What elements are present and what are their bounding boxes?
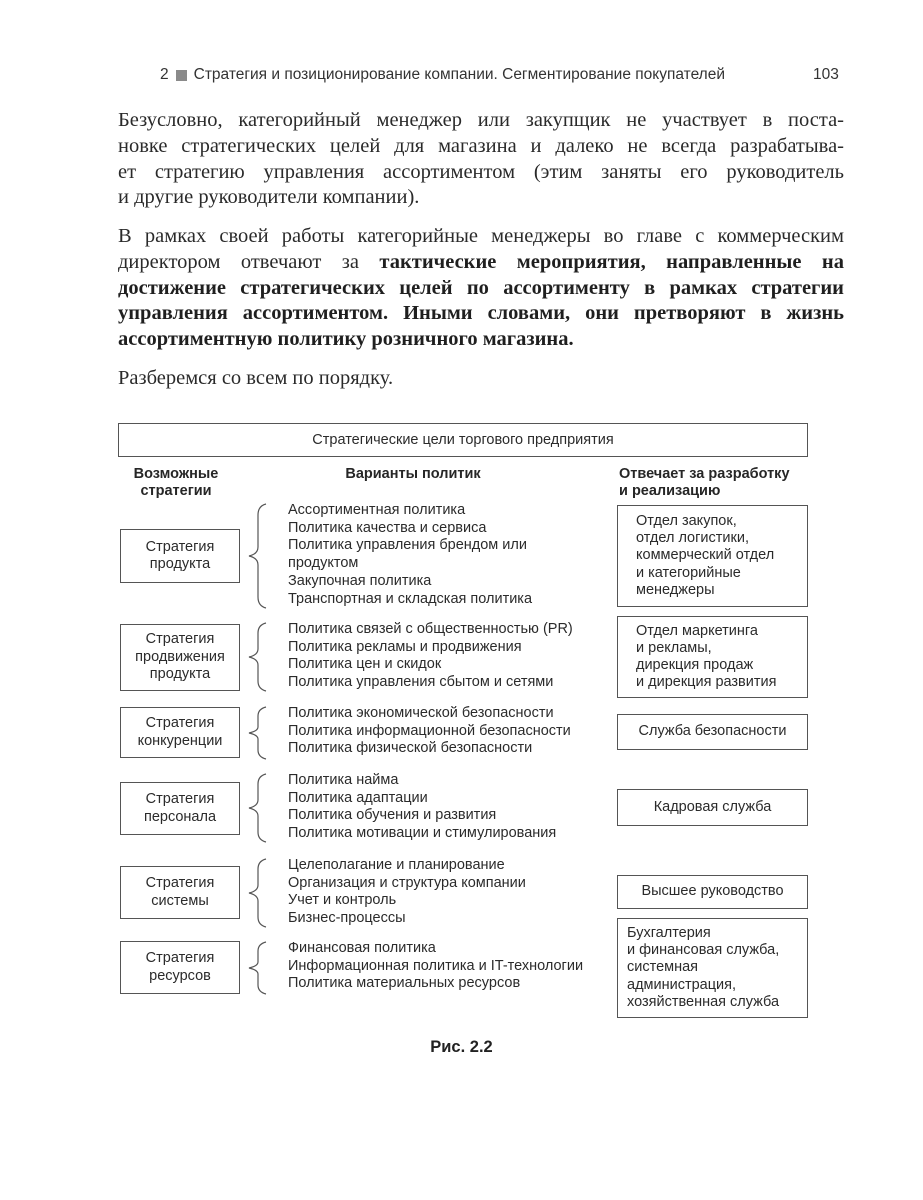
header-line: и реализацию (619, 483, 721, 499)
strategy-box-system (120, 866, 240, 919)
text-line: новке стратегических целей для магазина и далеко не всегда разрабатыва- (118, 134, 844, 157)
strategy-line: Стратегия (145, 791, 215, 807)
curly-brace-icon (246, 773, 268, 843)
responsible-line: Отдел закупок, (636, 512, 737, 529)
header-strategies (126, 466, 226, 500)
strategy-line: Стратегия (145, 715, 215, 731)
responsible-line: дирекция продаж (636, 657, 754, 673)
responsible-line: системная (627, 959, 699, 976)
responsible-line: Бухгалтерия (627, 924, 711, 941)
policy-item: Политика найма (288, 772, 399, 788)
strategy-line: Стратегия (145, 631, 215, 648)
strategy-box-resources (120, 941, 240, 994)
policy-item: Политика управления сбытом и сетями (288, 674, 554, 691)
policy-item: Целеполагание и планирование (288, 857, 505, 873)
strategy-line: персонала (143, 808, 217, 825)
text-bold: управления ассортиментом. Иными словами, они претворяют в жизнь (118, 302, 844, 325)
policy-item: Политика адаптации (288, 789, 428, 806)
responsible-box-security (617, 714, 808, 750)
policy-item: Политика рекламы и продвижения (288, 638, 522, 655)
header-responsible (619, 466, 790, 500)
responsible-line: коммерческий отдел (636, 547, 775, 564)
paragraph-2 (118, 224, 844, 353)
responsible-line: менеджеры (636, 581, 715, 598)
text-line: и другие руководители компании). (118, 186, 420, 209)
responsible-line: Кадровая служба (653, 798, 772, 815)
chapter-title: Стратегия и позиционирование компании. Сегментирование покупателей (193, 66, 725, 83)
text-line: В рамках своей работы категорийные менеджеры во главе с коммерческим (118, 225, 844, 247)
strategy-line: Стратегия (145, 538, 215, 555)
strategy-line: Стратегия (145, 875, 215, 891)
responsible-line: Служба безопасности (638, 723, 787, 740)
policy-item: Ассортиментная политика (288, 502, 466, 518)
strategy-line: ресурсов (149, 967, 211, 984)
policy-item: Учет и контроль (288, 892, 397, 909)
curly-brace-icon (246, 622, 268, 692)
curly-brace-icon (246, 503, 268, 609)
policy-item: Политика материальных ресурсов (288, 975, 521, 992)
strategy-line: продукта (149, 556, 211, 572)
strategy-line: конкуренции (137, 732, 223, 749)
strategic-goals-box (118, 423, 808, 457)
curly-brace-icon (246, 858, 268, 928)
paragraph-3 (118, 366, 844, 392)
text-line (118, 276, 844, 302)
policy-item: продуктом (288, 555, 359, 572)
page-number: 103 (813, 66, 839, 83)
strategy-box-competition (120, 707, 240, 758)
policy-list-product (288, 502, 532, 608)
responsible-box-hr (617, 789, 808, 826)
curly-brace-icon (246, 941, 268, 995)
policy-item: Политика связей с общественностью (PR) (288, 621, 573, 637)
responsible-line: хозяйственная служба (627, 993, 780, 1010)
text-line (118, 301, 844, 327)
policy-item: Транспортная и складская политика (288, 590, 533, 607)
policy-item: Политика управления брендом или (288, 537, 527, 554)
policy-list-promotion (288, 621, 573, 692)
policy-item: Финансовая политика (288, 940, 436, 956)
policy-list-system (288, 857, 526, 928)
curly-brace-icon (246, 706, 268, 760)
policy-item: Политика цен и скидок (288, 656, 442, 673)
strategy-box-personnel (120, 782, 240, 835)
responsible-line: Высшее руководство (641, 883, 784, 900)
policy-item: Политика качества и сервиса (288, 519, 487, 536)
policy-item: Политика информационной безопасности (288, 722, 571, 739)
header-policies: Варианты политик (345, 466, 481, 482)
strategy-line: Стратегия (145, 950, 215, 966)
text-line: ет стратегию управления ассортиментом (этим заняты его руководитель (118, 160, 844, 183)
responsible-line: и финансовая служба, (627, 942, 780, 959)
text-line: Безусловно, категорийный менеджер или закупщик не участвует в поста- (118, 109, 844, 131)
text-bold: достижение стратегических целей по ассортименту в рамках стратегии (118, 276, 844, 299)
strategy-line: продвижения (135, 648, 225, 665)
policy-item: Бизнес-процессы (288, 910, 406, 927)
strategy-line: продукта (149, 666, 211, 683)
text-bold: тактические мероприятия, направленные на (379, 250, 844, 273)
header-line: Отвечает за разработку (619, 466, 790, 482)
policy-item: Политика экономической безопасности (288, 705, 554, 721)
text-line: Разберемся со всем по порядку. (118, 367, 394, 389)
square-bullet-icon (176, 70, 187, 81)
responsible-box-marketing (617, 616, 808, 698)
strategy-box-promotion (120, 624, 240, 691)
responsible-line: отдел логистики, (636, 530, 749, 547)
policy-item: Политика обучения и развития (288, 807, 497, 824)
chapter-number: 2 (160, 66, 169, 83)
text-bold: ассортиментную политику розничного магазина. (118, 328, 574, 351)
responsible-line: и категорийные (636, 564, 741, 581)
policy-item: Информационная политика и IT-технологии (288, 957, 584, 974)
policy-item: Политика физической безопасности (288, 740, 533, 757)
responsible-line: Отдел маркетинга (636, 622, 758, 639)
responsible-box-management (617, 875, 808, 909)
paragraph-1 (118, 108, 844, 211)
responsible-line: администрация, (627, 976, 737, 993)
responsible-box-finance (617, 918, 808, 1018)
policy-item: Политика мотивации и стимулирования (288, 825, 557, 842)
strategy-box-product (120, 529, 240, 583)
strategic-goals-label: Стратегические цели торгового предприятия (312, 432, 614, 448)
responsible-line: и рекламы, (636, 639, 712, 656)
header-line: стратегии (140, 483, 212, 499)
policy-list-resources (288, 940, 583, 993)
policy-list-competition (288, 705, 571, 758)
responsible-box-purchasing (617, 505, 808, 607)
policy-list-personnel (288, 772, 556, 843)
strategy-line: системы (151, 892, 209, 909)
running-head (160, 66, 725, 84)
text-line (118, 250, 844, 276)
policy-item: Организация и структура компании (288, 874, 526, 891)
text-regular: директором отвечают за (118, 250, 380, 273)
figure-caption: Рис. 2.2 (430, 1038, 493, 1056)
header-line: Возможные (133, 466, 219, 482)
text-line (118, 327, 844, 353)
policy-item: Закупочная политика (288, 572, 432, 589)
responsible-line: и дирекция развития (636, 674, 777, 691)
